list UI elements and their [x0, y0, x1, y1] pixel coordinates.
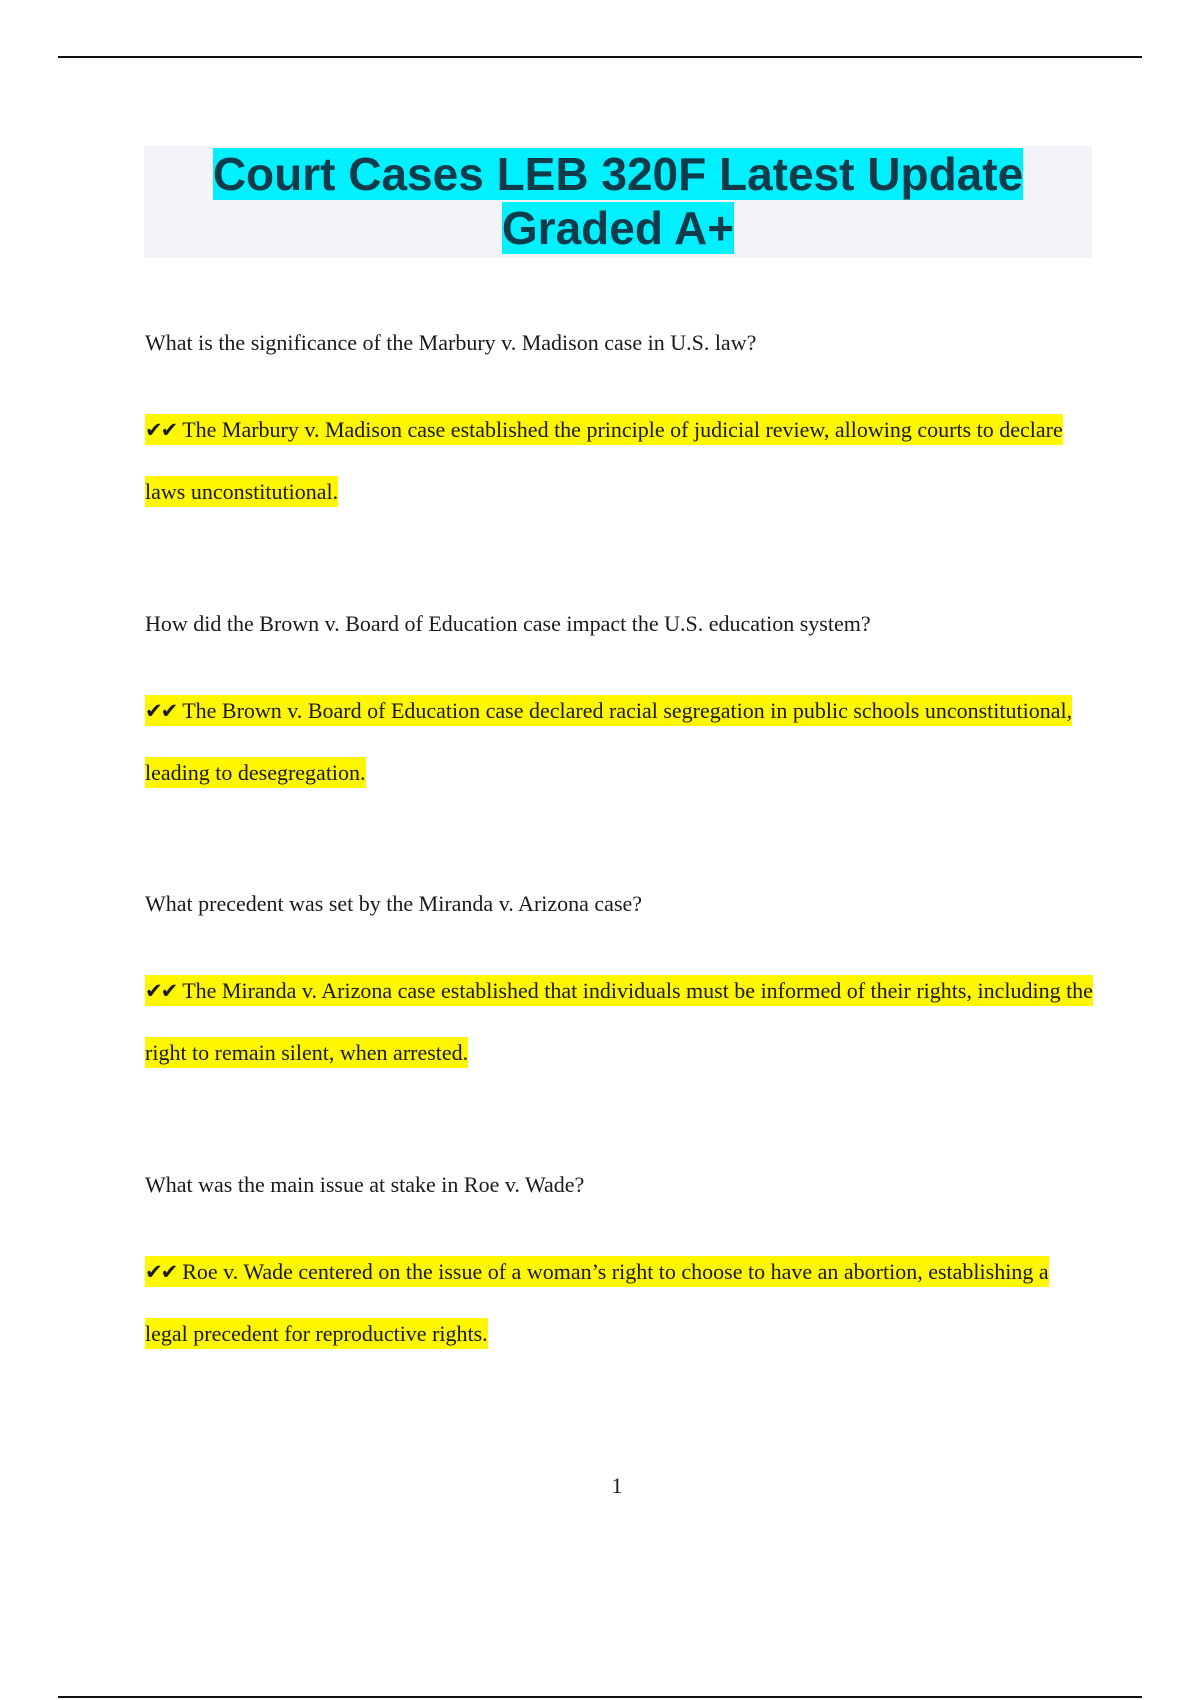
bottom-rule [58, 1696, 1142, 1698]
answer-3-text: The Miranda v. Arizona case established that individuals must be informed of their rights, including the right to remain silent, when arrested. [145, 978, 1093, 1065]
answer-1-text: The Marbury v. Madison case established the principle of judicial review, allowing courts to declare laws unconstitutional. [145, 417, 1063, 504]
answer-3 [145, 960, 1095, 1083]
double-check-icon: ✔✔ [145, 418, 177, 442]
qa-item-1 [145, 329, 1095, 522]
answer-4-text: Roe v. Wade centered on the issue of a woman’s right to choose to have an abortion, establishing a legal precedent for reproductive rights. [145, 1259, 1049, 1346]
answer-1 [145, 399, 1095, 522]
answer-1-highlight [145, 414, 1063, 507]
double-check-icon: ✔✔ [145, 699, 177, 723]
document-title-text: Court Cases LEB 320F Latest Update Graded A+ [212, 148, 1024, 254]
question-4: What was the main issue at stake in Roe v. Wade? [145, 1172, 585, 1197]
question-3: What precedent was set by the Miranda v. Arizona case? [145, 891, 643, 916]
title-box [144, 146, 1092, 258]
document-title [144, 146, 1092, 255]
question-1: What is the significance of the Marbury v. Madison case in U.S. law? [145, 330, 757, 355]
answer-4-highlight [145, 1256, 1049, 1349]
qa-item-2 [145, 610, 1095, 803]
answer-2-highlight [145, 695, 1072, 788]
qa-item-4 [145, 1171, 1095, 1364]
question-2: How did the Brown v. Board of Education case impact the U.S. education system? [145, 611, 871, 636]
double-check-icon: ✔✔ [145, 979, 177, 1003]
answer-2-text: The Brown v. Board of Education case declared racial segregation in public schools unconstitutional, leading to desegregation. [145, 698, 1073, 785]
answer-3-highlight [145, 975, 1093, 1068]
top-rule [58, 56, 1142, 58]
double-check-icon: ✔✔ [145, 1260, 177, 1284]
qa-item-3 [145, 890, 1095, 1083]
answer-2 [145, 680, 1095, 803]
page-number: 1 [611, 1473, 623, 1498]
answer-4 [145, 1241, 1095, 1364]
